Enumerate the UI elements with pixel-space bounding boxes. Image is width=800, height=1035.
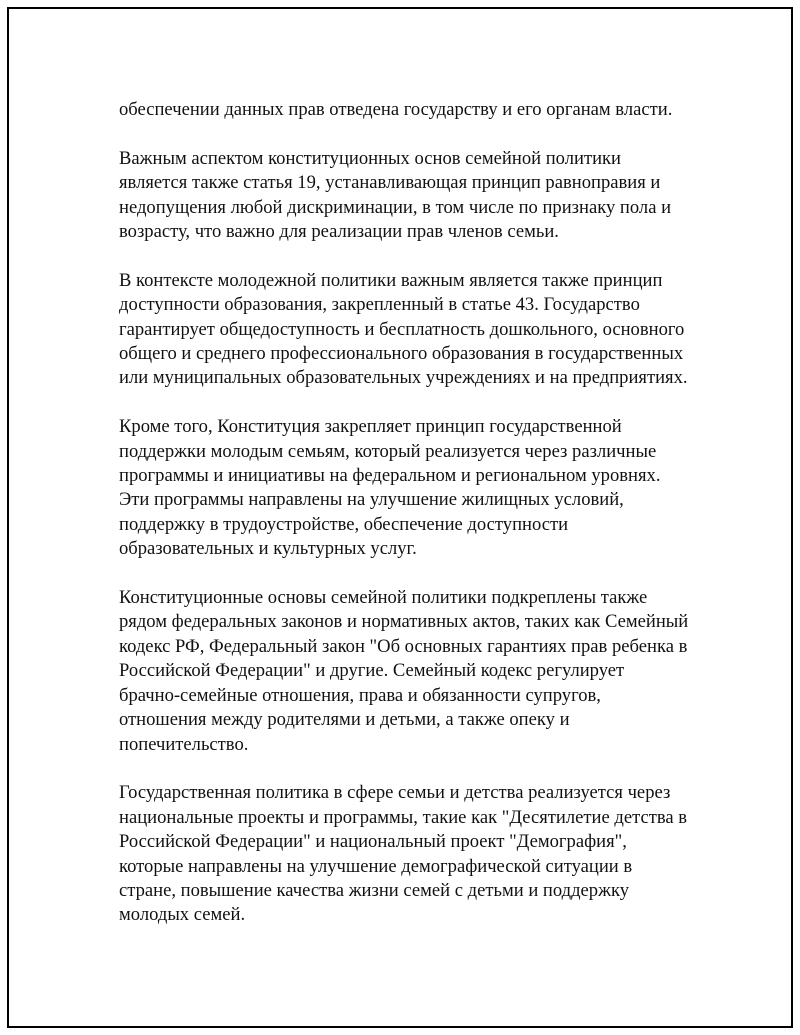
text-line: Российской Федерации" и другие. Семейный кодекс регулирует	[119, 660, 625, 682]
text-line: поддержку в трудоустройстве, обеспечение доступности	[119, 513, 569, 535]
paragraph	[119, 269, 699, 391]
text-line: молодых семей.	[119, 904, 246, 926]
text-line: общего и среднего профессионального образования в государственных	[119, 343, 684, 365]
text-line: которые направлены на улучшение демографической ситуации в	[119, 855, 633, 877]
text-line: Важным аспектом конституционных основ семейной политики	[119, 147, 622, 169]
text-line: стране, повышение качества жизни семей с детьми и поддержку	[119, 879, 630, 901]
text-line: или муниципальных образовательных учреждениях и на предприятиях.	[119, 367, 688, 389]
text-line: программы и инициативы на федеральном и региональном уровнях.	[119, 465, 661, 487]
text-line: является также статья 19, устанавливающая принцип равноправия и	[119, 172, 661, 194]
paragraph	[119, 147, 699, 245]
paragraph	[119, 98, 699, 122]
paragraph	[119, 586, 699, 757]
text-line: Кроме того, Конституция закрепляет принцип государственной	[119, 416, 622, 438]
text-line: поддержки молодым семьям, который реализуется через различные	[119, 440, 657, 462]
text-line: возрасту, что важно для реализации прав членов семьи.	[119, 221, 559, 243]
document-body	[119, 98, 699, 952]
text-line: образовательных и культурных услуг.	[119, 538, 417, 560]
text-line: недопущения любой дискриминации, в том числе по признаку пола и	[119, 196, 672, 218]
text-line: кодекс РФ, Федеральный закон "Об основных гарантиях прав ребенка в	[119, 635, 688, 657]
text-line: брачно-семейные отношения, права и обязанности супругов,	[119, 684, 601, 706]
text-line: попечительство.	[119, 733, 249, 755]
text-line: отношения между родителями и детьми, а также опеку и	[119, 709, 570, 731]
text-line: доступности образования, закрепленный в статье 43. Государство	[119, 294, 640, 316]
text-line: В контексте молодежной политики важным является также принцип	[119, 269, 663, 291]
text-line: Российской Федерации" и национальный проект "Демография",	[119, 831, 627, 853]
paragraph	[119, 781, 699, 927]
paragraph	[119, 415, 699, 561]
document-page	[7, 7, 793, 1028]
text-line: Конституционные основы семейной политики подкреплены также	[119, 587, 648, 609]
text-line: обеспечении данных прав отведена государству и его органам власти.	[119, 99, 673, 120]
text-line: рядом федеральных законов и нормативных актов, таких как Семейный	[119, 611, 689, 633]
text-line: Государственная политика в сфере семьи и детства реализуется через	[119, 782, 671, 804]
text-line: гарантирует общедоступность и бесплатность дошкольного, основного	[119, 318, 685, 340]
text-line: Эти программы направлены на улучшение жилищных условий,	[119, 489, 624, 511]
text-line: национальные проекты и программы, такие как "Десятилетие детства в	[119, 806, 688, 828]
